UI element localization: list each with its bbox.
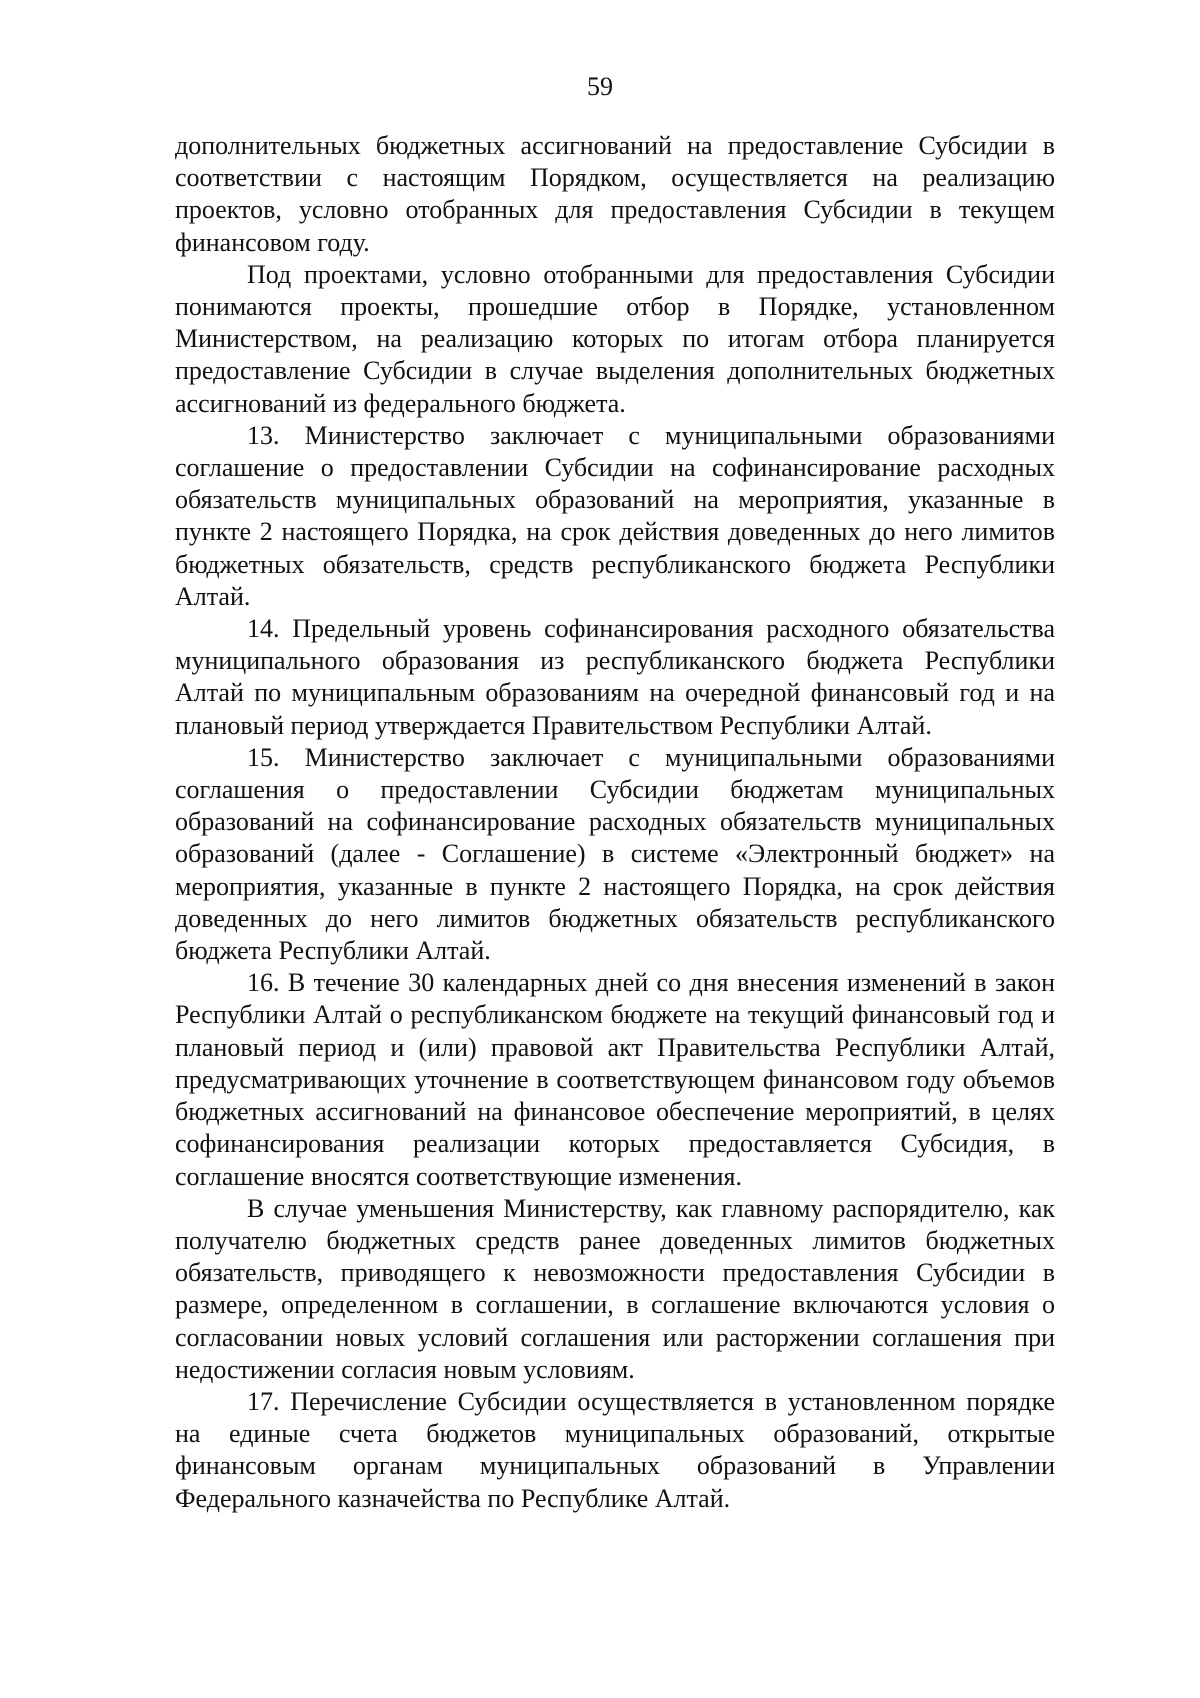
document-body <box>175 130 1055 1515</box>
page-number: 59 <box>587 72 613 101</box>
paragraph-item-17: 17. Перечисление Субсидии осуществляется в установленном порядке на единые счета бюджетов муниципальных образований, открытые финансовым органам муниципальных образований в Управлении Федерального казначейства по Республике Алтай. <box>175 1386 1055 1513</box>
paragraph-item-14: 14. Предельный уровень софинансирования расходного обязательства муниципального образования из республиканского бюджета Республики Алтай по муниципальным образованиям на очередной финансовый год и на плановый период утверждается Правительством Республики Алтай. <box>175 614 1055 740</box>
paragraph-item-15: 15. Министерство заключает с муниципальными образованиями соглашения о предоставлении Субсидии бюджетам муниципальных образований на софинансирование расходных обязательств муниципальных образований (далее - Соглашение) в системе «Электронный бюджет» на мероприятия, указанные в пункте 2 настоящего Порядка, на срок действия доведенных до него лимитов бюджетных обязательств республиканского бюджета Республики Алтай. <box>175 742 1055 966</box>
paragraph-item-16: 16. В течение 30 календарных дней со дня внесения изменений в закон Республики Алтай о республиканском бюджете на текущий финансовый год и плановый период и (или) правовой акт Правительства Республики Алтай, предусматривающих уточнение в соответствующем финансовом году объемов бюджетных ассигнований на финансовое обеспечение мероприятий, в целях софинансирования реализации которых предоставляется Субсидия, в соглашение вносятся соответствующие изменения. <box>175 968 1055 1191</box>
paragraph-conditional-projects: Под проектами, условно отобранными для предоставления Субсидии понимаются проекты, прошедшие отбор в Порядке, установленном Министерством, на реализацию которых по итогам отбора планируется предоставление Субсидии в случае выделения дополнительных бюджетных ассигнований из федерального бюджета. <box>175 259 1055 418</box>
paragraph-continuation: дополнительных бюджетных ассигнований на предоставление Субсидии в соответствии с настоящим Порядком, осуществляется на реализацию проектов, условно отобранных для предоставления Субсидии в текущем финансовом году. <box>175 131 1055 257</box>
paragraph-item-13: 13. Министерство заключает с муниципальными образованиями соглашение о предоставлении Субсидии на софинансирование расходных обязательств муниципальных образований на мероприятия, указанные в пункте 2 настоящего Порядка, на срок действия доведенных до него лимитов бюджетных обязательств, средств республиканского бюджета Республики Алтай. <box>175 420 1055 611</box>
paragraph-reduction-case: В случае уменьшения Министерству, как главному распорядителю, как получателю бюджетных средств ранее доведенных лимитов бюджетных обязательств, приводящего к невозможности предоставления Субсидии в размере, определенном в соглашении, в соглашение включаются условия о согласовании новых условий соглашения или расторжении соглашения при недостижении согласия новым условиям. <box>175 1193 1055 1384</box>
